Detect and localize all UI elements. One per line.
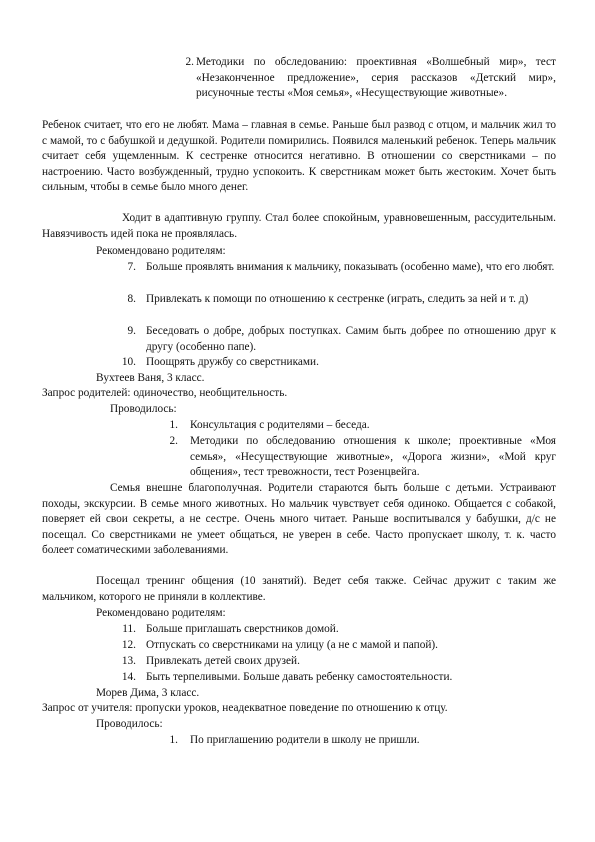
request-line: Запрос родителей: одиночество, необщительность.: [42, 387, 288, 399]
list-marker: 9.: [127, 325, 136, 337]
paragraph-heading: Рекомендовано родителям:: [96, 245, 226, 257]
procedure-item: [160, 733, 556, 749]
methods-list-item: [176, 55, 556, 117]
list-marker: 2.: [169, 435, 178, 447]
list-marker: 12.: [121, 639, 136, 651]
list-marker: 1.: [169, 734, 178, 746]
list-item-text: Больше приглашать сверстников домой.: [146, 623, 339, 635]
list-item-text: Отпускать со сверстниками на улицу (а не с мамой и папой).: [146, 639, 438, 651]
paragraph: Семья внешне благополучная. Родители стараются быть больше с детьми. Устраивают походы, экскурсии. В семье много животных. Но мальчик чувствует себя одиноко. Общается с собакой, поверяет ей свои секреты, а не сестре. Очень много читает. Раньше воспитывался у бабушки, д/с не посещал. Со сверстниками не умеет общаться, не уверен в себе. Часто пропускает школу, т. к. часто болеет соматическими заболеваниями.: [42, 482, 556, 557]
list-item-text: Методики по обследованию отношения к школе; проективные «Моя семья», «Несуществующие животные», «Дорога жизни», «Мой круг общения», тест тревожности, тест Розенцвейга.: [190, 435, 556, 479]
paragraph: Посещал тренинг общения (10 занятий). Ведет себя также. Сейчас дружит с таким же мальчиком, которого не приняли в коллективе.: [42, 575, 556, 603]
paragraph-heading: Проводилось:: [110, 403, 177, 415]
list-item-text: Быть терпеливыми. Больше давать ребенку самостоятельности.: [146, 671, 453, 683]
procedure-item: [160, 434, 556, 482]
list-item-text: Больше проявлять внимания к мальчику, показывать (особенно маме), что его любят.: [146, 261, 555, 273]
list-marker: 1.: [169, 419, 178, 431]
list-marker: 11.: [122, 623, 136, 635]
paragraph: Ходит в адаптивную группу. Стал более спокойным, уравновешенным, рассудительным. Навязчивость идей пока не проявлялась.: [42, 212, 556, 240]
paragraph-heading: Проводилось:: [96, 718, 163, 730]
list-item-text: Методики по обследованию: проективная «Волшебный мир», тест «Незаконченное предложение», серия рассказов «Детский мир», рисуночные тесты «Моя семья», «Несуществующие животные».: [196, 56, 556, 100]
recommendation-item: [118, 260, 556, 292]
list-marker: 13.: [121, 655, 136, 667]
list-marker: 14.: [121, 671, 136, 683]
list-item-text: Беседовать о добре, добрых поступках. Самим быть добрее по отношению друг к другу (особенно папе).: [146, 325, 556, 353]
paragraph-heading: Рекомендовано родителям:: [96, 607, 226, 619]
student-name: Морев Дима, 3 класс.: [96, 687, 200, 699]
recommendation-item: [118, 324, 556, 356]
list-marker: 10.: [121, 356, 136, 368]
recommendation-item: [118, 355, 556, 371]
list-marker: 2.: [185, 56, 194, 68]
list-item-text: Консультация с родителями – беседа.: [190, 419, 370, 431]
list-item-text: Привлекать к помощи по отношению к сестренке (играть, следить за ней и т. д): [146, 293, 529, 305]
list-marker: 7.: [127, 261, 136, 273]
recommendation-item: [118, 670, 556, 686]
procedure-item: [160, 418, 556, 434]
student-name: Вухтеев Ваня, 3 класс.: [96, 372, 205, 384]
recommendation-item: [118, 638, 556, 654]
list-item-text: Поощрять дружбу со сверстниками.: [146, 356, 319, 368]
recommendation-item: [118, 654, 556, 670]
recommendation-item: [118, 292, 556, 324]
list-item-text: Привлекать детей своих друзей.: [146, 655, 300, 667]
list-marker: 8.: [127, 293, 136, 305]
paragraph: Ребенок считает, что его не любят. Мама – главная в семье. Раньше был развод с отцом, и мальчик жил то с мамой, то с бабушкой и дедушкой. Родители помирились. Появился маленький ребенок. Теперь мальчик считает себя ущемленным. К сестренке относится негативно. В отношении со сверстниками – по настроению. Часто возбужденный, трудно успокоить. К сверстникам может быть жестоким. Хочет быть сильным, чтобы в семье было много денег.: [42, 119, 556, 194]
list-item-text: По приглашению родители в школу не пришли.: [190, 734, 420, 746]
recommendation-item: [118, 622, 556, 638]
request-line: Запрос от учителя: пропуски уроков, неадекватное поведение по отношению к отцу.: [42, 702, 448, 714]
